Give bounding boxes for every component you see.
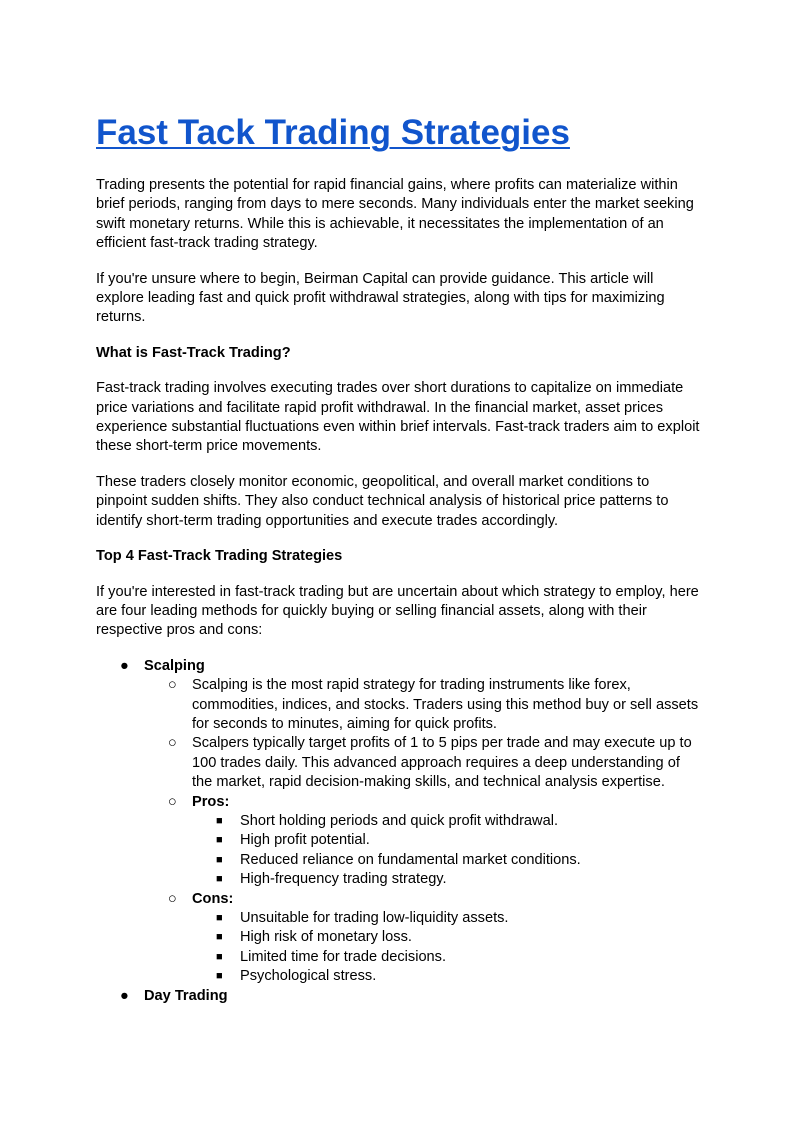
document-page bbox=[96, 112, 700, 1006]
pro-item: Short holding periods and quick profit withdrawal. bbox=[240, 812, 558, 829]
list-item bbox=[192, 948, 700, 967]
square-bullet-icon: ■ bbox=[216, 814, 223, 827]
list-item bbox=[144, 676, 700, 734]
page-title[interactable]: Fast Tack Trading Strategies bbox=[96, 113, 570, 152]
strategy-name: Day Trading bbox=[144, 987, 228, 1004]
con-item: Psychological stress. bbox=[240, 968, 377, 985]
square-bullet-icon: ■ bbox=[216, 970, 223, 983]
list-item-scalping bbox=[96, 657, 700, 987]
section2-paragraph: If you're interested in fast-track trading but are uncertain about which strategy to employ, here are four leading methods for quickly buying or selling financial assets, along with their respective pros and cons: bbox=[96, 583, 699, 639]
square-bullet-icon: ■ bbox=[216, 912, 223, 924]
intro-paragraph-1: Trading presents the potential for rapid financial gains, where profits can materialize within brief periods, ranging from days to mere seconds. Many individuals enter the market seeking swift monetary returns. While this is achievable, it necessitates the implementation of an efficient fast-track trading strategy. bbox=[96, 177, 694, 252]
cons-list bbox=[192, 909, 700, 987]
scalping-point-2: Scalpers typically target profits of 1 to 5 pips per trade and may execute up to 100 trades daily. This advanced approach requires a deep understanding of the market, rapid decision-making skills, and technical analysis expertise. bbox=[192, 735, 692, 791]
circle-bullet-icon: ○ bbox=[168, 735, 177, 752]
list-item-cons bbox=[144, 890, 700, 987]
con-item: High risk of monetary loss. bbox=[240, 929, 412, 946]
square-bullet-icon: ■ bbox=[216, 873, 223, 886]
circle-bullet-icon: ○ bbox=[168, 793, 177, 810]
square-bullet-icon: ■ bbox=[216, 931, 223, 944]
square-bullet-icon: ■ bbox=[216, 853, 223, 866]
square-bullet-icon: ■ bbox=[216, 950, 223, 963]
list-item bbox=[192, 967, 700, 986]
cons-label: Cons: bbox=[192, 890, 234, 907]
list-item bbox=[144, 734, 700, 792]
list-item bbox=[192, 870, 700, 889]
con-item: Unsuitable for trading low-liquidity assets. bbox=[240, 910, 509, 926]
circle-bullet-icon: ○ bbox=[168, 890, 177, 907]
con-item: Limited time for trade decisions. bbox=[240, 948, 447, 965]
list-item-pros bbox=[144, 793, 700, 890]
pro-item: High profit potential. bbox=[240, 832, 370, 849]
pros-list bbox=[192, 812, 700, 890]
list-item bbox=[192, 831, 700, 850]
list-item bbox=[192, 928, 700, 947]
section-heading-top-strategies: Top 4 Fast-Track Trading Strategies bbox=[96, 548, 343, 565]
list-item bbox=[192, 851, 700, 870]
list-item bbox=[192, 909, 700, 928]
list-item-day-trading bbox=[96, 987, 700, 1006]
section-heading-what-is: What is Fast-Track Trading? bbox=[96, 344, 291, 361]
section1-paragraph-2: These traders closely monitor economic, geopolitical, and overall market conditions to pinpoint sudden shifts. They also conduct technical analysis of historical price patterns to identify short-term trading opportunities and execute trades accordingly. bbox=[96, 473, 669, 529]
pro-item: High-frequency trading strategy. bbox=[240, 871, 447, 888]
scalping-sublist bbox=[144, 676, 700, 987]
list-item bbox=[192, 812, 700, 831]
bullet-icon: ● bbox=[120, 987, 129, 1004]
intro-paragraph-2: If you're unsure where to begin, Beirman Capital can provide guidance. This article will explore leading fast and quick profit withdrawal strategies, along with tips for maximizing returns. bbox=[96, 270, 665, 326]
bullet-icon: ● bbox=[120, 657, 129, 674]
square-bullet-icon: ■ bbox=[216, 834, 223, 847]
pros-label: Pros: bbox=[192, 793, 230, 810]
strategy-name: Scalping bbox=[144, 657, 205, 674]
section1-paragraph-1: Fast-track trading involves executing trades over short durations to capitalize on immediate price variations and facilitate rapid profit withdrawal. In the financial market, asset prices experience substantial fluctuations even within brief intervals. Fast-track traders aim to exploit these short-term price movements. bbox=[96, 380, 700, 455]
circle-bullet-icon: ○ bbox=[168, 677, 177, 694]
scalping-point-1: Scalping is the most rapid strategy for trading instruments like forex, commodities, indices, and stocks. Traders using this method buy or sell assets for seconds to minutes, aiming for quick profits. bbox=[192, 677, 699, 732]
pro-item: Reduced reliance on fundamental market conditions. bbox=[240, 851, 581, 868]
strategy-list bbox=[96, 657, 700, 1006]
